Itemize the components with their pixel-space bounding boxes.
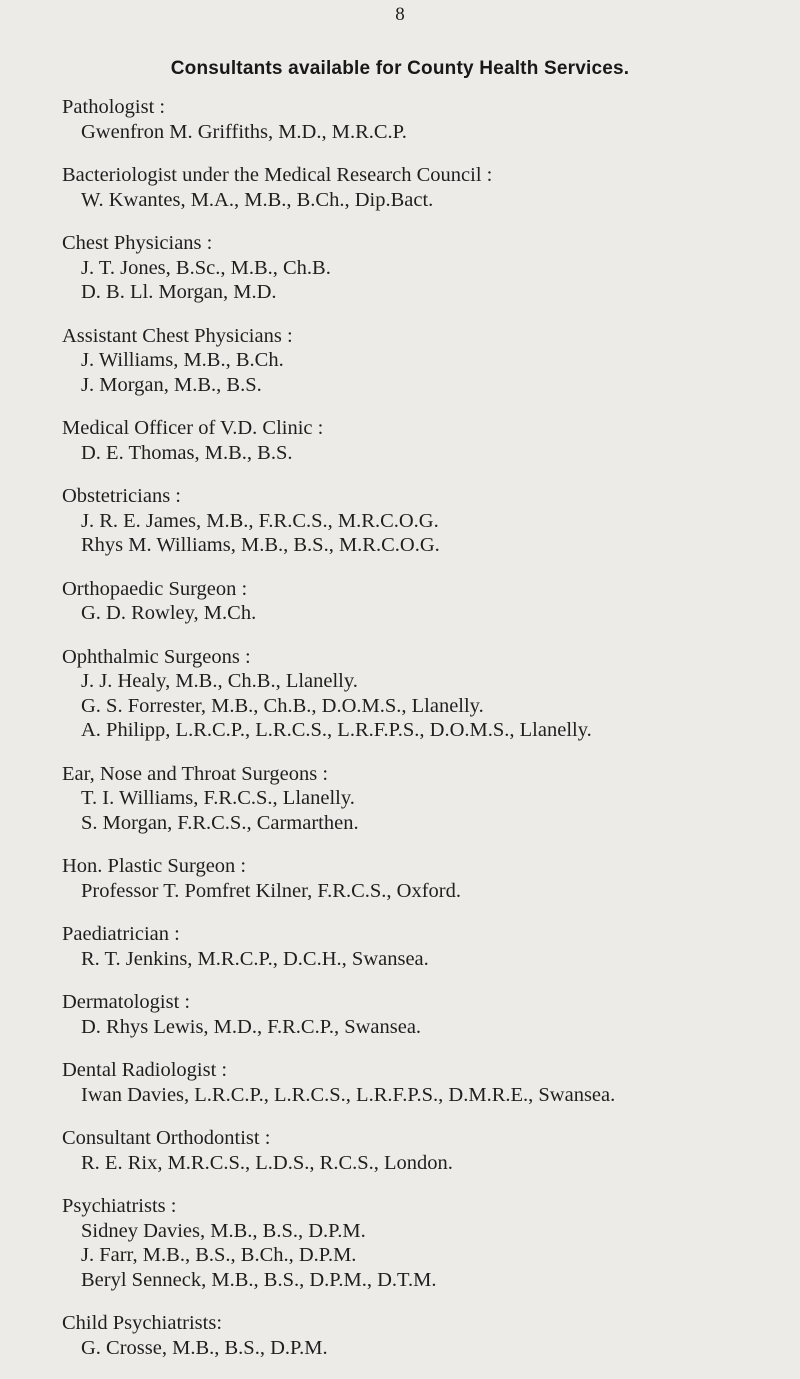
section-heading: Obstetricians : — [62, 485, 181, 507]
consultant-section — [62, 1311, 798, 1360]
consultant-entry: J. Williams, M.B., B.Ch. — [81, 349, 284, 371]
section-heading: Child Psychiatrists: — [62, 1312, 223, 1334]
section-heading: Orthopaedic Surgeon : — [62, 577, 248, 600]
consultant-entry: J. Farr, M.B., B.S., B.Ch., D.P.M. — [81, 1244, 357, 1266]
consultant-entry: J. R. E. James, M.B., F.R.C.S., M.R.C.O.G. — [81, 509, 439, 532]
consultant-entry: A. Philipp, L.R.C.P., L.R.C.S., L.R.F.P.S., D.O.M.S., Llanelly. — [81, 719, 592, 741]
section-heading: Dental Radiologist : — [62, 1059, 228, 1081]
consultant-entry: Rhys M. Williams, M.B., B.S., M.R.C.O.G. — [81, 534, 440, 556]
consultant-entry: Sidney Davies, M.B., B.S., D.P.M. — [81, 1219, 366, 1242]
consultant-section — [62, 484, 798, 558]
consultant-entry: D. E. Thomas, M.B., B.S. — [81, 441, 293, 464]
section-heading: Hon. Plastic Surgeon : — [62, 855, 247, 877]
page-number: 8 — [395, 4, 405, 25]
page-title: Consultants available for County Health Services. — [170, 58, 630, 79]
consultant-entry: Beryl Senneck, M.B., B.S., D.P.M., D.T.M. — [81, 1268, 437, 1291]
consultant-entry: D. B. Ll. Morgan, M.D. — [81, 281, 277, 303]
section-heading: Consultant Orthodontist : — [62, 1127, 271, 1149]
consultant-entry: D. Rhys Lewis, M.D., F.R.C.P., Swansea. — [81, 1015, 422, 1038]
section-heading: Chest Physicians : — [62, 232, 213, 254]
consultant-section — [62, 163, 798, 212]
consultant-section — [62, 231, 798, 305]
section-heading: Assistant Chest Physicians : — [62, 324, 293, 347]
consultant-entry: T. I. Williams, F.R.C.S., Llanelly. — [81, 787, 355, 809]
consultant-entry: J. Morgan, M.B., B.S. — [81, 373, 262, 396]
consultant-entry: W. Kwantes, M.A., M.B., B.Ch., Dip.Bact. — [81, 188, 434, 211]
consultant-section — [62, 1126, 798, 1175]
consultant-section — [62, 854, 798, 903]
consultant-section — [62, 95, 798, 144]
section-heading: Paediatrician : — [62, 923, 180, 945]
consultant-entry: G. Crosse, M.B., B.S., D.P.M. — [81, 1336, 328, 1359]
consultant-section — [62, 922, 798, 971]
section-heading: Psychiatrists : — [62, 1195, 177, 1217]
consultant-entry: R. E. Rix, M.R.C.S., L.D.S., R.C.S., London. — [81, 1151, 453, 1174]
consultant-list — [62, 95, 798, 1379]
consultant-section — [62, 577, 798, 626]
consultant-section — [62, 1194, 798, 1292]
consultant-entry: J. T. Jones, B.Sc., M.B., Ch.B. — [81, 256, 331, 279]
consultant-section — [62, 416, 798, 465]
section-heading: Ear, Nose and Throat Surgeons : — [62, 762, 329, 785]
section-heading: Bacteriologist under the Medical Research Council : — [62, 164, 493, 186]
consultant-entry: Professor T. Pomfret Kilner, F.R.C.S., Oxford. — [81, 879, 462, 902]
consultant-entry: Iwan Davies, L.R.C.P., L.R.C.S., L.R.F.P.S., D.M.R.E., Swansea. — [81, 1083, 616, 1106]
consultant-entry: R. T. Jenkins, M.R.C.P., D.C.H., Swansea. — [81, 947, 429, 970]
section-heading: Pathologist : — [62, 96, 166, 118]
section-heading: Ophthalmic Surgeons : — [62, 645, 251, 668]
consultant-entry: J. J. Healy, M.B., Ch.B., Llanelly. — [81, 670, 358, 692]
consultant-section — [62, 324, 798, 398]
consultant-section — [62, 990, 798, 1039]
consultant-section — [62, 1058, 798, 1107]
consultant-entry: Gwenfron M. Griffiths, M.D., M.R.C.P. — [81, 120, 407, 143]
consultant-entry: G. S. Forrester, M.B., Ch.B., D.O.M.S., Llanelly. — [81, 694, 484, 717]
section-heading: Dermatologist : — [62, 991, 191, 1013]
section-heading: Medical Officer of V.D. Clinic : — [62, 417, 324, 439]
consultant-entry: G. D. Rowley, M.Ch. — [81, 602, 257, 624]
consultant-entry: S. Morgan, F.R.C.S., Carmarthen. — [81, 811, 359, 834]
consultant-section — [62, 645, 798, 743]
consultant-section — [62, 762, 798, 836]
